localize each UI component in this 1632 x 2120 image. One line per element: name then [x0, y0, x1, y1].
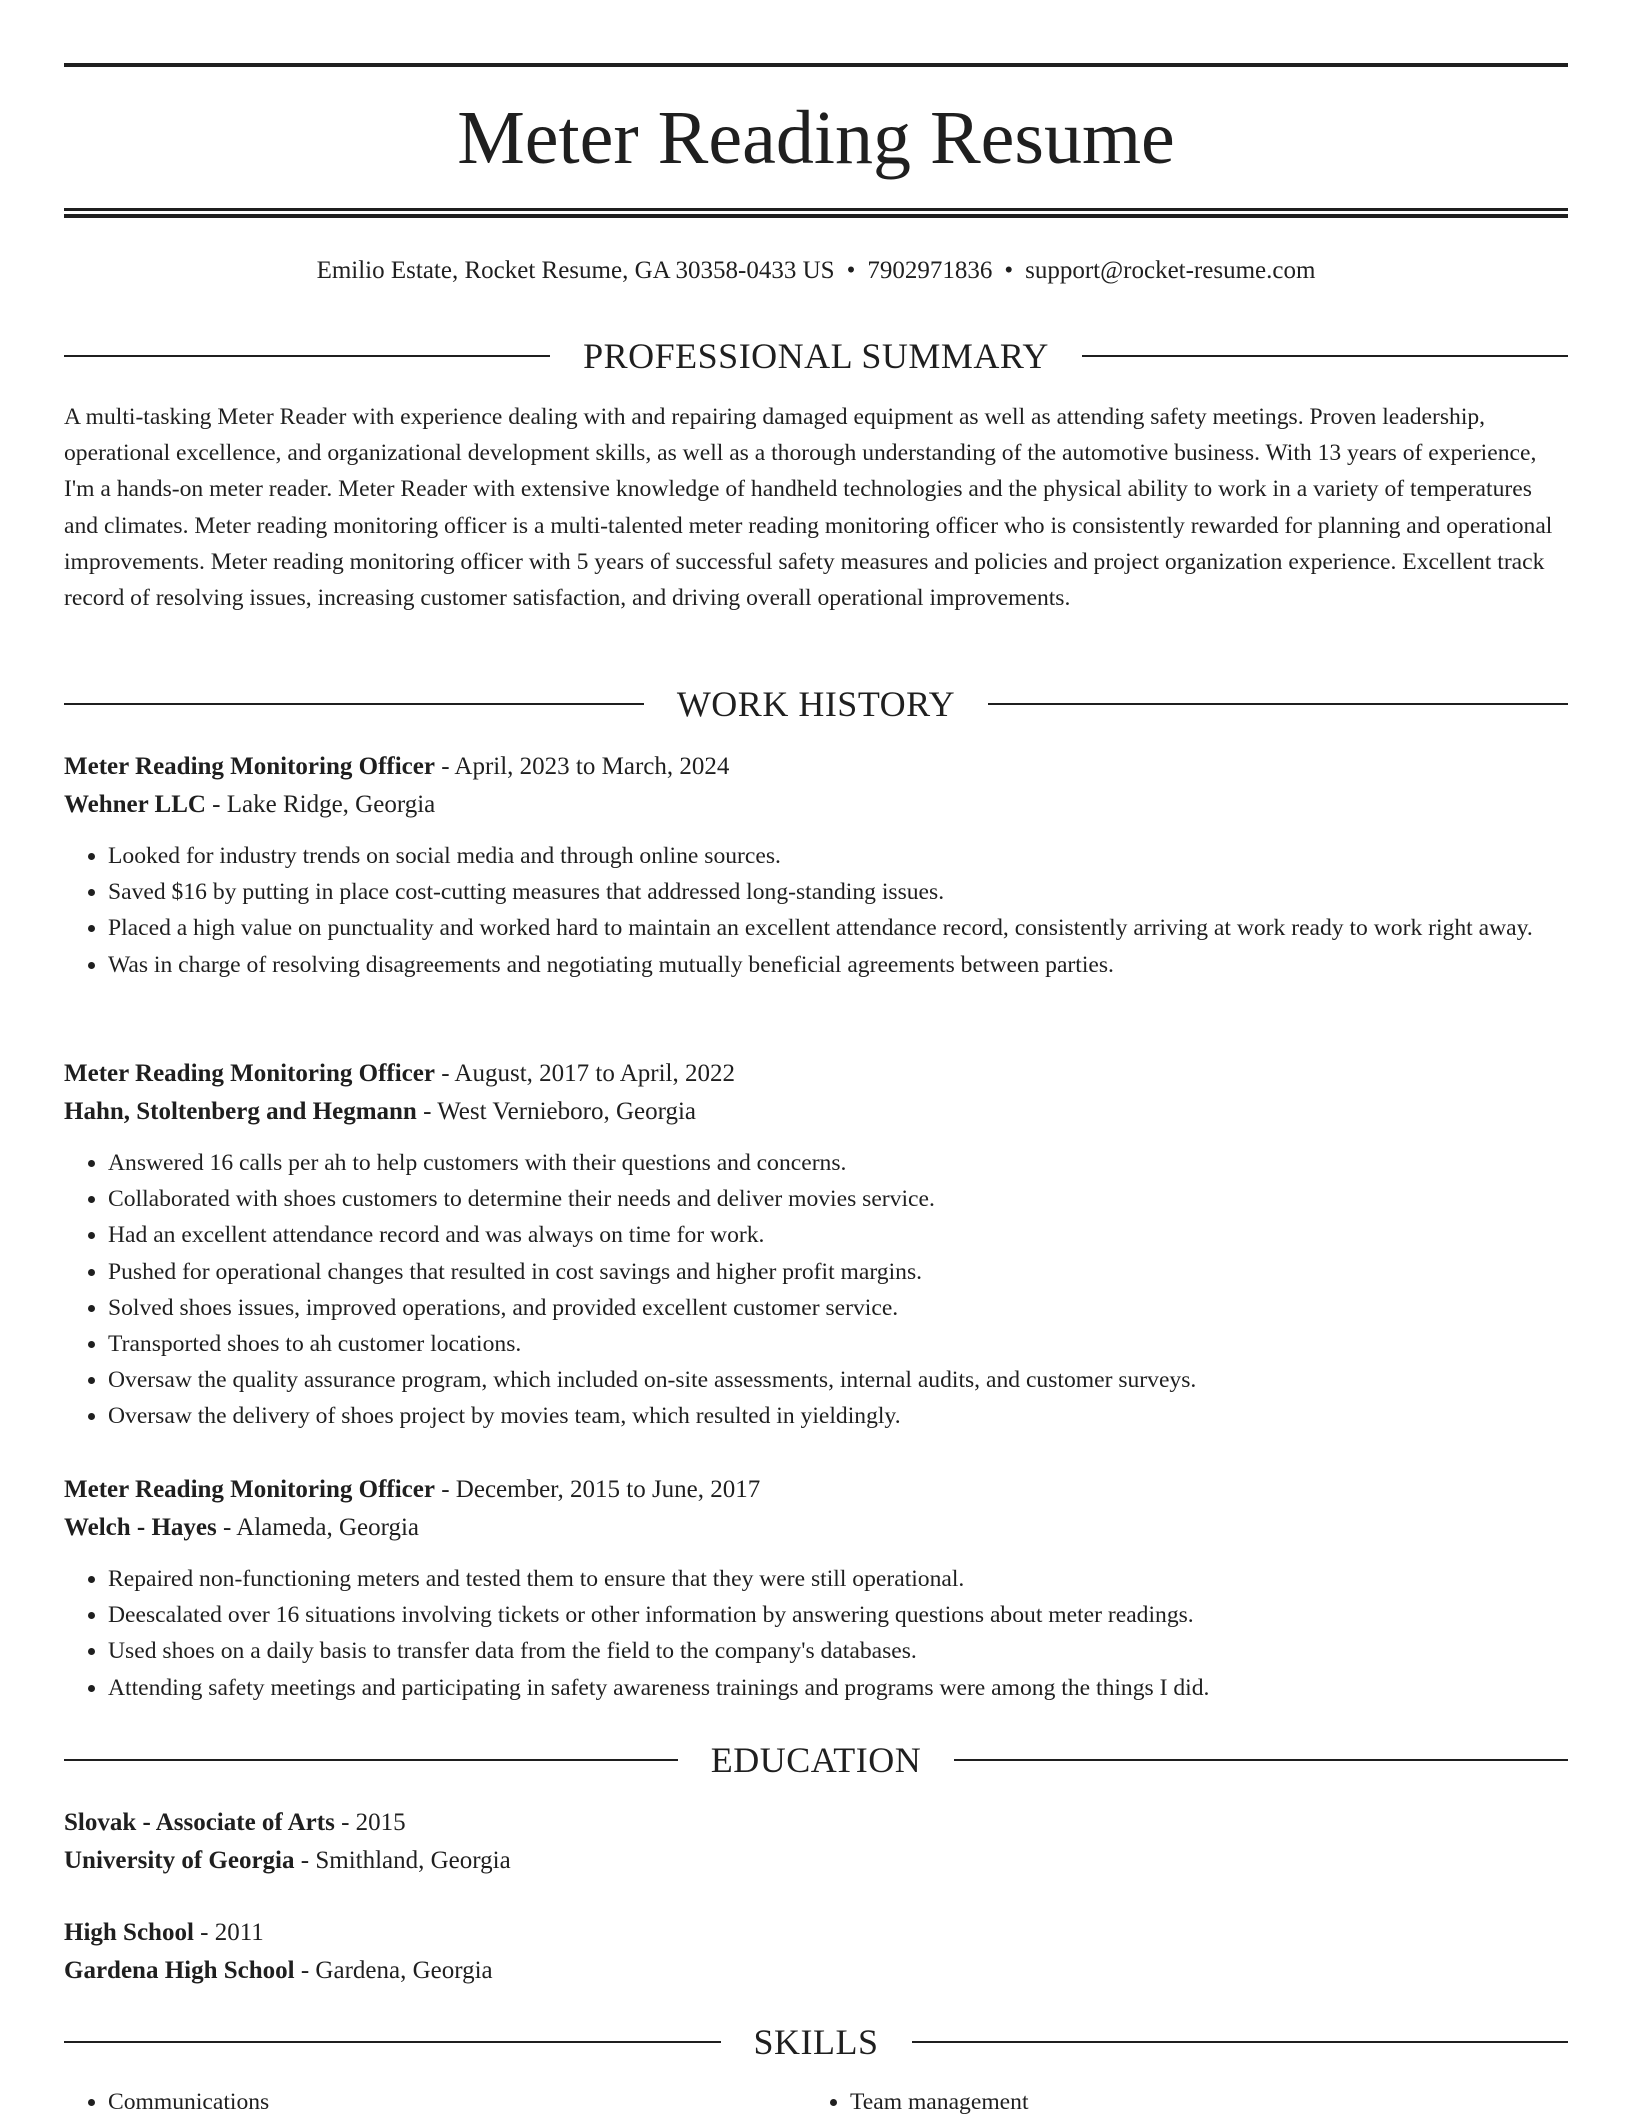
section-title: PROFESSIONAL SUMMARY [583, 336, 1049, 376]
title-double-rule [64, 208, 1568, 218]
edu-school: Gardena High School [64, 1957, 295, 1984]
job-location: - Lake Ridge, Georgia [205, 791, 436, 818]
job-bullets [64, 1145, 1568, 1435]
edu-location: - Gardena, Georgia [294, 1957, 493, 1984]
job-title-line [64, 748, 1568, 786]
skill-item: • Team management [850, 2084, 1548, 2120]
job-title: Meter Reading Monitoring Officer [64, 1476, 435, 1503]
education-entry [64, 1914, 1568, 1990]
edu-degree: Slovak - Associate of Arts [64, 1809, 335, 1836]
job-company-line [64, 1093, 1568, 1131]
job-bullet: • Was in charge of resolving disagreements and negotiating mutually beneficial agreements between parties. [108, 947, 1568, 983]
skills-list [64, 2084, 1568, 2120]
section-heading-summary [64, 334, 1568, 378]
contact-email[interactable]: support@rocket-resume.com [1025, 257, 1316, 284]
contact-address: Emilio Estate, Rocket Resume, GA 30358-0433 US [316, 257, 835, 284]
job-title: Meter Reading Monitoring Officer [64, 1060, 435, 1087]
edu-school-line [64, 1842, 1568, 1880]
education-entry [64, 1804, 1568, 1880]
job-bullet: • Looked for industry trends on social media and through online sources. [108, 838, 1568, 874]
section-heading-education [64, 1738, 1568, 1782]
top-rule [64, 63, 1568, 67]
heading-rule [954, 1759, 1568, 1761]
job-title-line [64, 1055, 1568, 1093]
edu-degree-line [64, 1914, 1568, 1952]
section-title: SKILLS [753, 2022, 879, 2062]
heading-rule [64, 355, 550, 357]
job-bullet: • Had an excellent attendance record and was always on time for work. [108, 1217, 1568, 1253]
job-bullet: • Deescalated over 16 situations involving tickets or other information by answering questions about meter readings. [108, 1597, 1568, 1633]
section-title: EDUCATION [710, 1740, 922, 1780]
heading-rule [64, 2041, 721, 2043]
edu-degree-line [64, 1804, 1568, 1842]
job-entry [64, 1471, 1568, 1706]
job-bullet: • Oversaw the delivery of shoes project by movies team, which resulted in yieldingly. [108, 1398, 1568, 1434]
job-title: Meter Reading Monitoring Officer [64, 753, 435, 780]
job-bullet: • Solved shoes issues, improved operations, and provided excellent customer service. [108, 1290, 1568, 1326]
job-company-line [64, 1509, 1568, 1547]
job-bullet: • Collaborated with shoes customers to determine their needs and deliver movies service. [108, 1181, 1568, 1217]
edu-year: - 2011 [193, 1919, 264, 1946]
skill-item: • Communications [108, 2084, 806, 2120]
job-company: Wehner LLC [64, 791, 206, 818]
heading-rule [64, 703, 644, 705]
job-dates: - April, 2023 to March, 2024 [434, 753, 730, 780]
skills-column-right [806, 2084, 1548, 2120]
job-bullet: • Oversaw the quality assurance program, which included on-site assessments, internal audits, and customer surveys. [108, 1362, 1568, 1398]
resume-title: Meter Reading Resume [457, 96, 1175, 180]
job-bullet: • Attending safety meetings and participating in safety awareness trainings and programs were among the things I did. [108, 1670, 1568, 1706]
contact-separator: • [1004, 257, 1014, 284]
section-heading-skills [64, 2020, 1568, 2064]
job-bullet: • Used shoes on a daily basis to transfer data from the field to the company's databases. [108, 1633, 1568, 1669]
section-title: WORK HISTORY [676, 684, 956, 724]
job-bullet: • Pushed for operational changes that resulted in cost savings and higher profit margins. [108, 1254, 1568, 1290]
section-heading-work [64, 682, 1568, 726]
job-bullet: • Transported shoes to ah customer locations. [108, 1326, 1568, 1362]
job-bullet: • Answered 16 calls per ah to help customers with their questions and concerns. [108, 1145, 1568, 1181]
edu-location: - Smithland, Georgia [294, 1847, 511, 1874]
contact-line [64, 254, 1568, 288]
job-company: Welch - Hayes [64, 1514, 217, 1541]
skills-column-left [64, 2084, 806, 2120]
job-dates: - December, 2015 to June, 2017 [434, 1476, 761, 1503]
edu-school: University of Georgia [64, 1847, 295, 1874]
job-location: - West Vernieboro, Georgia [416, 1098, 697, 1125]
job-bullets [64, 1561, 1568, 1706]
job-entry [64, 1055, 1568, 1435]
edu-year: - 2015 [334, 1809, 406, 1836]
job-dates: - August, 2017 to April, 2022 [434, 1060, 735, 1087]
job-bullet: • Placed a high value on punctuality and worked hard to maintain an excellent attendance record, consistently arriving at work ready to work right away. [108, 910, 1568, 946]
job-title-line [64, 1471, 1568, 1509]
job-bullets [64, 838, 1568, 983]
heading-rule [64, 1759, 678, 1761]
heading-rule [1082, 355, 1568, 357]
summary-text: A multi-tasking Meter Reader with experience dealing with and repairing damaged equipment as well as attending safety meetings. Proven leadership, operational excellence, and organizational development skills, as well as a thorough understanding of the automotive business. With 13 years of experience, I'm a hands-on meter reader. Meter Reader with extensive knowledge of handheld technologies and the physical ability to work in a variety of temperatures and climates. Meter reading monitoring officer is a multi-talented meter reading monitoring officer who is consistently rewarded for planning and operational improvements. Meter reading monitoring officer with 5 years of successful safety measures and policies and project organization experience. Excellent track record of resolving issues, increasing customer satisfaction, and driving overall operational improvements. [64, 404, 1553, 612]
job-company-line [64, 786, 1568, 824]
job-entry [64, 748, 1568, 983]
heading-rule [988, 703, 1568, 705]
job-company: Hahn, Stoltenberg and Hegmann [64, 1098, 417, 1125]
heading-rule [912, 2041, 1569, 2043]
job-bullet: • Saved $16 by putting in place cost-cutting measures that addressed long-standing issues. [108, 874, 1568, 910]
edu-degree: High School [64, 1919, 194, 1946]
job-bullet: • Repaired non-functioning meters and tested them to ensure that they were still operational. [108, 1561, 1568, 1597]
contact-phone: 7902971836 [867, 257, 993, 284]
job-location: - Alameda, Georgia [216, 1514, 420, 1541]
edu-school-line [64, 1952, 1568, 1990]
contact-separator: • [846, 257, 856, 284]
